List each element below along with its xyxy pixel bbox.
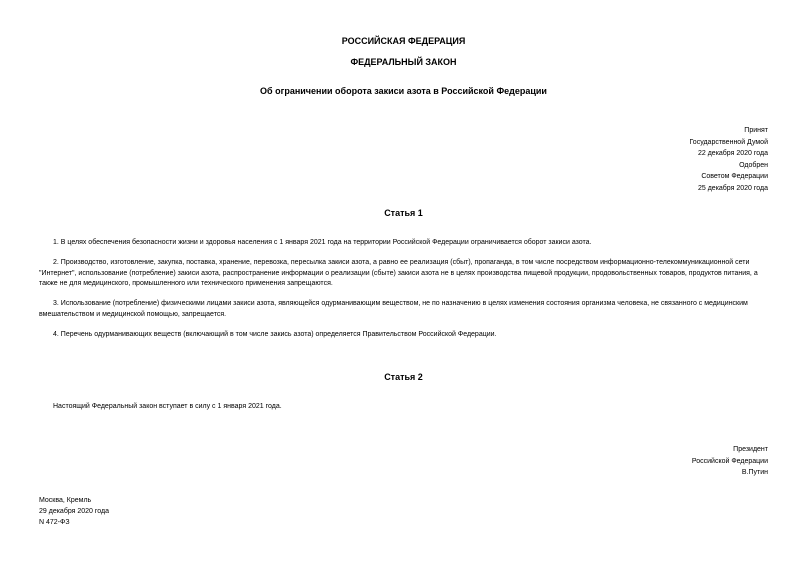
signature-line: Президент <box>733 446 768 453</box>
adoption-line: 22 декабря 2020 года <box>697 150 768 157</box>
article-1-paragraph-1 <box>39 238 770 249</box>
footer-number: N 472-ФЗ <box>39 519 70 526</box>
adoption-line: Принят <box>744 127 768 134</box>
article-1-paragraph-3 <box>39 299 770 320</box>
article-1-paragraph-2 <box>39 258 770 290</box>
paragraph-text: 2. Производство, изготовление, закупка, поставка, хранение, перевозка, пересылка закиси азота, а равно ее реализация (сбыт), пропаганда, в том числе посредством информационно-телекоммуникационной сети "Интернет", использование (потребление) закиси азота, распространение информации о реализации (сбыте) закиси азота не в целях производства пищевой продукции, продовольственных товаров, продуктов питания, а также не для медицинского, промышленного или технического применения запрещаются. <box>39 259 758 287</box>
adoption-line: Советом Федерации <box>701 173 768 180</box>
document-title: Об ограничении оборота закиси азота в Российской Федерации <box>260 86 547 96</box>
doc-type-heading: ФЕДЕРАЛЬНЫЙ ЗАКОН <box>350 57 457 67</box>
adoption-line: 25 декабря 2020 года <box>697 184 768 192</box>
adoption-line: Государственной Думой <box>689 138 768 146</box>
paragraph-text: 3. Использование (потребление) физическими лицами закиси азота, являющейся одурманивающим веществом, не по назначению в целях изменения состояния организма человека, не связанного с медицинским вмешательством и медицинской помощью, запрещается. <box>39 300 748 318</box>
footer-date: 29 декабря 2020 года <box>39 508 110 515</box>
adoption-block <box>689 125 768 194</box>
article-1-paragraph-4 <box>39 330 770 341</box>
article-1-heading: Статья 1 <box>384 208 423 218</box>
footer-place: Москва, Кремль <box>39 497 92 504</box>
article-2-paragraph-1 <box>39 402 770 413</box>
signature-line: В.Путин <box>741 469 768 476</box>
signature-block <box>692 444 768 479</box>
signature-line: Российской Федерации <box>691 457 768 465</box>
paragraph-text: 1. В целях обеспечения безопасности жизни и здоровья населения с 1 января 2021 года на территории Российской Федерации ограничивается оборот закиси азота. <box>53 239 592 246</box>
paragraph-text: 4. Перечень одурманивающих веществ (включающий в том числе закись азота) определяется Правительством Российской Федерации. <box>53 331 497 338</box>
footer-block <box>39 495 109 528</box>
adoption-line: Одобрен <box>739 161 768 169</box>
paragraph-text: Настоящий Федеральный закон вступает в силу с 1 января 2021 года. <box>53 403 282 410</box>
article-2-heading: Статья 2 <box>384 372 423 382</box>
country-heading: РОССИЙСКАЯ ФЕДЕРАЦИЯ <box>341 36 466 46</box>
